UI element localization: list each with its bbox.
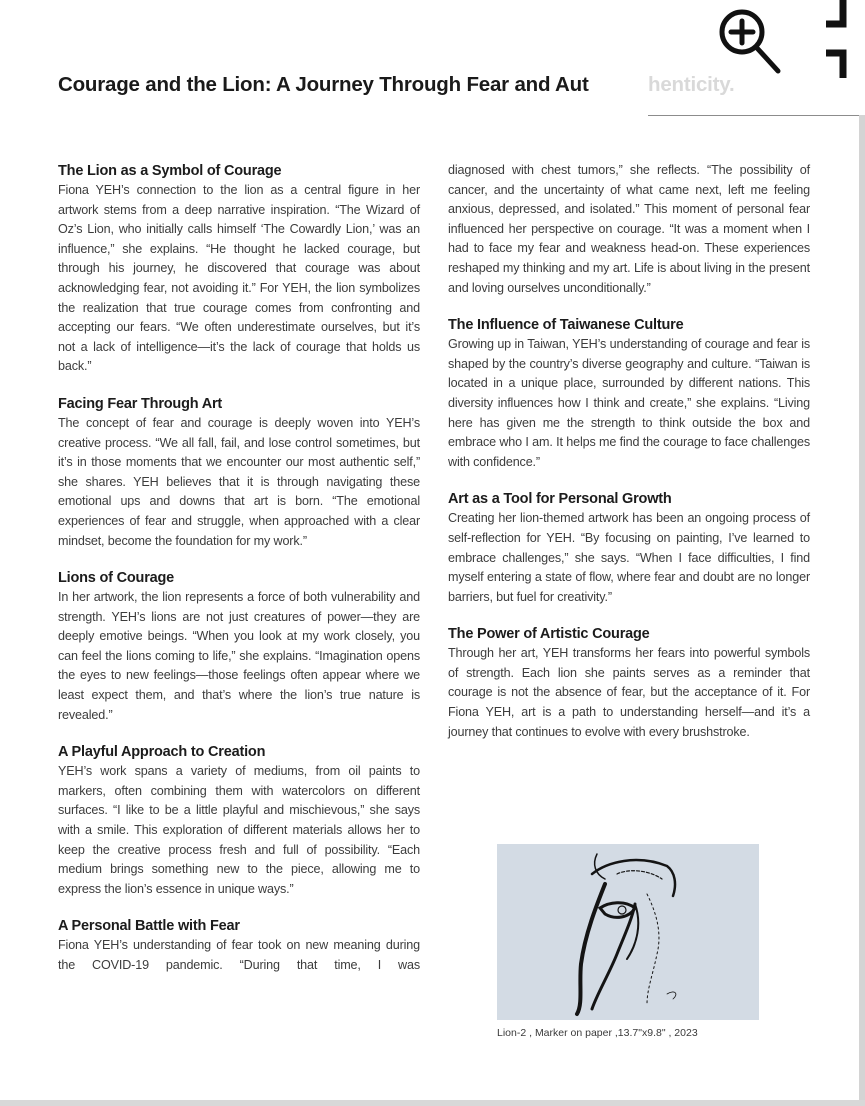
section-heading: Art as a Tool for Personal Growth bbox=[448, 491, 672, 508]
section-body: Creating her lion-themed artwork has been an ongoing process of self-reflection for YEH. “By focusing on painting, I’ve learned to embrace challenges,” she says. “When I face difficulties, I find myself entering a state of flow, where fear and doubt are no longer barriers, but fuel for creativity.” bbox=[448, 511, 810, 604]
section-body: The concept of fear and courage is deeply woven into YEH’s creative process. “We all fall, fail, and lose control sometimes, but it’s in those moments that we encounter our most authentic self,” she shares. YEH believes that it is through navigating these emotional ups and downs that art is born. “The emotional experiences of fear and struggle, when approached with a clear mindset, become the foundation for my work.” bbox=[58, 415, 420, 548]
section-heading: A Playful Approach to Creation bbox=[58, 744, 266, 761]
section-continued bbox=[448, 161, 810, 298]
section-facing-fear bbox=[58, 394, 420, 551]
exit-fullscreen-icon bbox=[826, 0, 865, 80]
article-title bbox=[58, 73, 589, 97]
section-body: YEH’s work spans a variety of mediums, from oil paints to markers, often combining them with watercolors on different surfaces. “I like to be a little playful and mischievous,” she says with a smile. This exploration of different materials allows her to keep the creative process fresh and full of possibility. “Each medium brings something new to the piece, allowing me to express the lion’s essence in unique ways.” bbox=[58, 764, 420, 896]
section-heading: Lions of Courage bbox=[58, 570, 175, 587]
left-column bbox=[58, 161, 420, 976]
section-playful-approach bbox=[58, 742, 420, 899]
section-body: Fiona YEH’s connection to the lion as a central figure in her artwork stems from a deep narrative inspiration. “The Wizard of Oz’s Lion, who initially calls himself ‘The Cowardly Lion,’ was an influence,” she explains. “He thought he lacked courage, but through his journey, he discovered that courage was about acknowledging fear, not avoiding it.” For YEH, the lion symbolizes the realization that true courage comes from confronting and accepting our fears. “We often underestimate ourselves, but it’s not a lack of intelligence—it’s the lack of courage that holds us back.” bbox=[58, 183, 420, 374]
section-personal-battle bbox=[58, 916, 420, 975]
figure-caption: Lion-2 , Marker on paper ,13.7"x9.8" , 2023 bbox=[497, 1027, 698, 1039]
section-body: Through her art, YEH transforms her fears into powerful symbols of strength. Each lion she paints serves as a reminder that courage is not the absence of fear, but the acceptance of it. For Fiona YEH, art is a path to understanding herself—and it’s a journey that continues to evolve with every brushstroke. bbox=[448, 646, 810, 739]
lion-artwork-image bbox=[497, 844, 759, 1020]
article-title-faded: henticity. bbox=[648, 73, 735, 96]
article-title-visible: Courage and the Lion: A Journey Through Fear and Aut bbox=[58, 73, 589, 96]
exit-fullscreen-button[interactable] bbox=[826, 0, 865, 80]
section-heading: A Personal Battle with Fear bbox=[58, 918, 240, 935]
section-heading: The Power of Artistic Courage bbox=[448, 626, 650, 643]
right-column bbox=[448, 161, 810, 742]
page-bottom-edge bbox=[0, 1100, 865, 1106]
section-body: Fiona YEH’s understanding of fear took on new meaning during the COVID-19 pandemic. “During that time, I was bbox=[58, 938, 420, 972]
section-heading: Facing Fear Through Art bbox=[58, 395, 223, 412]
zoom-in-button[interactable] bbox=[708, 0, 792, 78]
section-lion-symbol bbox=[58, 161, 420, 377]
section-lions-of-courage bbox=[58, 568, 420, 725]
section-heading: The Lion as a Symbol of Courage bbox=[58, 163, 282, 179]
section-body: Growing up in Taiwan, YEH’s understanding of courage and fear is shaped by the country’s diverse geography and culture. “Taiwan is located in a unique place, surrounded by different nations. This diversity influences how I think and create,” she explains. “Living here has given me the strength to think outside the box and embrace who I am. It helps me find the courage to face challenges with confidence.” bbox=[448, 337, 810, 469]
section-body: diagnosed with chest tumors,” she reflects. “The possibility of cancer, and the uncertainty of what came next, left me feeling anxious, depressed, and isolated.” This moment of personal fear influenced her perspective on courage. “It was a moment when I had to face my fear and weakness head-on. These experiences reshaped my thinking and my art. Life is about living in the present and loving ourselves unconditionally.” bbox=[448, 163, 810, 295]
section-heading: The Influence of Taiwanese Culture bbox=[448, 317, 684, 334]
page-right-edge bbox=[859, 115, 865, 1106]
section-personal-growth bbox=[448, 489, 810, 607]
section-artistic-courage bbox=[448, 624, 810, 742]
section-body: In her artwork, the lion represents a force of both vulnerability and strength. YEH’s lions are not just creatures of power—they are deeply emotive beings. “When you look at my work closely, you can feel the lions coming to life,” she explains. “Imagination opens the eyes to new feelings—those feelings often appear where we least expect them, and that’s where the lion’s true nature is revealed.” bbox=[58, 590, 420, 722]
lion-eye-sketch-icon bbox=[497, 844, 759, 1020]
section-taiwanese-culture bbox=[448, 315, 810, 472]
zoom-in-icon bbox=[708, 0, 792, 78]
